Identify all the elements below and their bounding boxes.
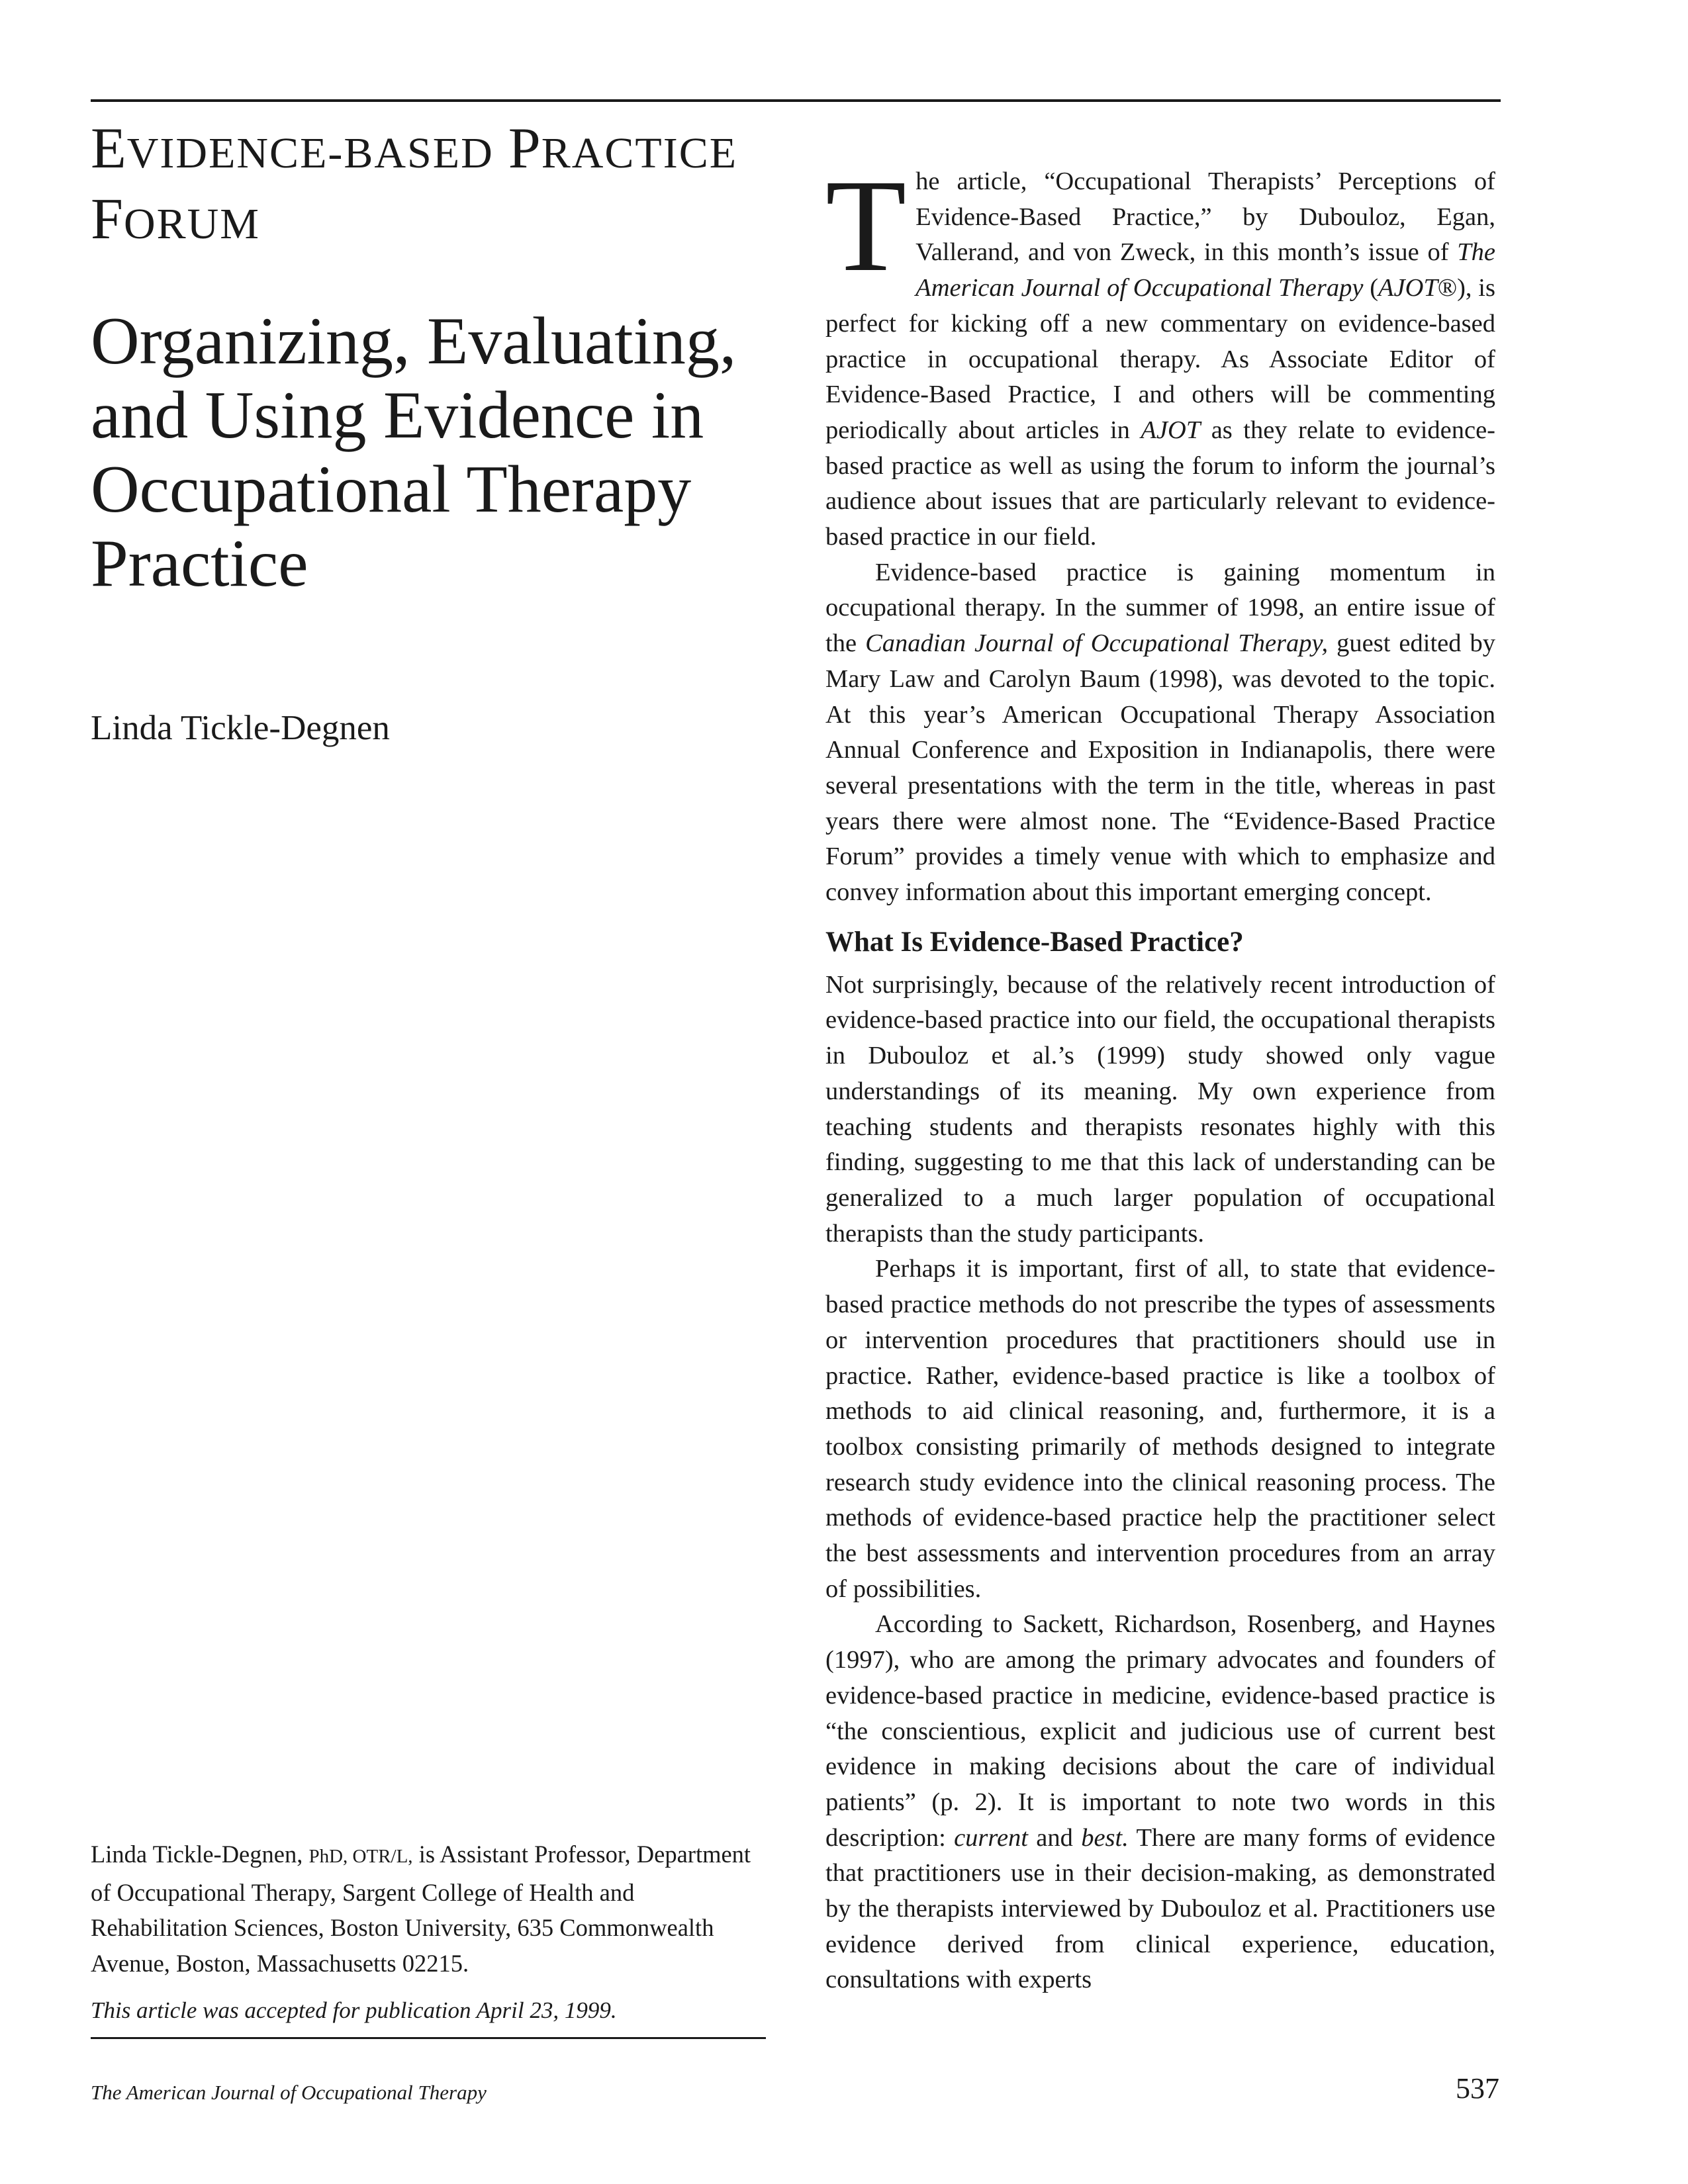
paragraph-momentum bbox=[825, 555, 1495, 911]
author-note bbox=[91, 1837, 773, 1981]
section-title-rest: VIDENCE-BASED bbox=[126, 129, 494, 177]
drop-cap: T bbox=[825, 153, 907, 299]
text-run: There are many forms of evidence that practitioners use in their decision-making, as demonstrated by the therapists interviewed by Dubouloz et al. Practitioners use evidence derived from clinical experience, education, consultations with experts bbox=[825, 1823, 1495, 1994]
author-name: Linda Tickle-Degnen bbox=[91, 709, 390, 747]
author-note-credentials: PhD, OTR/L, bbox=[308, 1846, 413, 1867]
text-run: ®), is perfect for kicking off a new commentary on evidence-based practice in occupational therapy. As Associate Editor of Evidence-Based Practice, I and others will be commenting periodically about articles in bbox=[825, 274, 1495, 444]
body-text-column bbox=[825, 153, 1495, 1998]
emphasis-italic: current bbox=[954, 1823, 1028, 1852]
accepted-date-note: This article was accepted for publication April 23, 1999. bbox=[91, 1997, 617, 2023]
section-title-rest: ORUM bbox=[123, 200, 260, 248]
emphasis-italic: best. bbox=[1081, 1823, 1129, 1852]
footer-page-number: 537 bbox=[1456, 2072, 1499, 2105]
text-run: guest edited by Mary Law and Carolyn Baum (1998), was devoted to the topic. At this year’s American Occupational Therapy Association Annual Conference and Exposition in Indianapolis, there were several presentations with the term in the title, whereas in past years there were almost none. The “Evidence-Based Practice Forum” provides a timely venue with which to emphasize and convey information about this important emerging concept. bbox=[825, 629, 1495, 907]
journal-name-italic: Canadian Journal of Occupational Therapy, bbox=[865, 629, 1329, 658]
ajot-italic: AJOT bbox=[1141, 416, 1201, 444]
text-run: and bbox=[1028, 1823, 1082, 1852]
paragraph-definition bbox=[825, 1607, 1495, 1998]
paragraph-toolbox: Perhaps it is important, first of all, to state that evidence-based practice methods do not prescribe the types of assessments or intervention procedures that practitioners should use in practice. Rather, evidence-based practice is like a toolbox of methods to aid clinical reasoning, and, furthermore, it is a toolbox consisting primarily of methods designed to integrate research study evidence into the clinical reasoning process. The methods of evidence-based practice help the practitioner select the best assessments and intervention procedures from an array of possibilities. bbox=[825, 1255, 1495, 1603]
text-run: ( bbox=[1363, 274, 1379, 302]
article-title: Organizing, Evaluating, and Using Evidence in Occupational Therapy Practice bbox=[91, 304, 737, 601]
note-rule bbox=[91, 2037, 766, 2039]
text-run: According to Sackett, Richardson, Rosenberg, and Haynes (1997), who are among the primary advocates and founders of evidence-based practice in medicine, evidence-based practice is “the conscientious, explicit and judicious use of current best evidence in making decisions about the care of individual patients” (p. 2). It is important to note two words in this description: bbox=[825, 1610, 1495, 1852]
section-title bbox=[91, 116, 779, 257]
author-note-text: is Assistant Professor, Department of Occupational Therapy, Sargent College of Health and Rehabilitation Sciences, Boston University, 635 Commonwealth Avenue, Boston, Massachusetts 02215. bbox=[91, 1841, 751, 1977]
section-title-cap: P bbox=[508, 116, 541, 181]
journal-name-italic: The American Journal of Occupational Therapy bbox=[915, 238, 1495, 302]
author-note-name: Linda Tickle-Degnen, bbox=[91, 1841, 303, 1868]
paragraph-intro bbox=[825, 153, 1495, 555]
ajot-italic: AJOT bbox=[1378, 274, 1438, 302]
footer-journal-name: The American Journal of Occupational Therapy bbox=[91, 2081, 487, 2104]
text-run: Evidence-based practice is gaining momentum in occupational therapy. In the summer of 1998, an entire issue of the bbox=[825, 558, 1495, 658]
section-title-cap: F bbox=[91, 187, 124, 251]
text-run: he article, “Occupational Therapists’ Perceptions of Evidence-Based Practice,” by Dubouloz, Egan, Vallerand, and von Zweck, in this month’s issue of bbox=[915, 167, 1495, 267]
paragraph-understanding: Not surprisingly, because of the relatively recent introduction of evidence-based practice into our field, the occupational therapists in Dubouloz et al.’s (1999) study showed only vague understandings of its meaning. My own experience from teaching students and therapists resonates highly with this finding, suggesting to me that this lack of understanding can be generalized to a much larger population of occupational therapists than the study participants. bbox=[825, 970, 1495, 1248]
text-run: as they relate to evidence-based practice as well as using the forum to inform the journal’s audience about issues that are particularly relevant to evidence-based practice in our field. bbox=[825, 416, 1495, 551]
top-rule bbox=[91, 99, 1501, 102]
section-title-cap: E bbox=[91, 116, 127, 181]
section-title-rest: RACTICE bbox=[541, 129, 738, 177]
section-heading: What Is Evidence-Based Practice? bbox=[825, 926, 1244, 958]
